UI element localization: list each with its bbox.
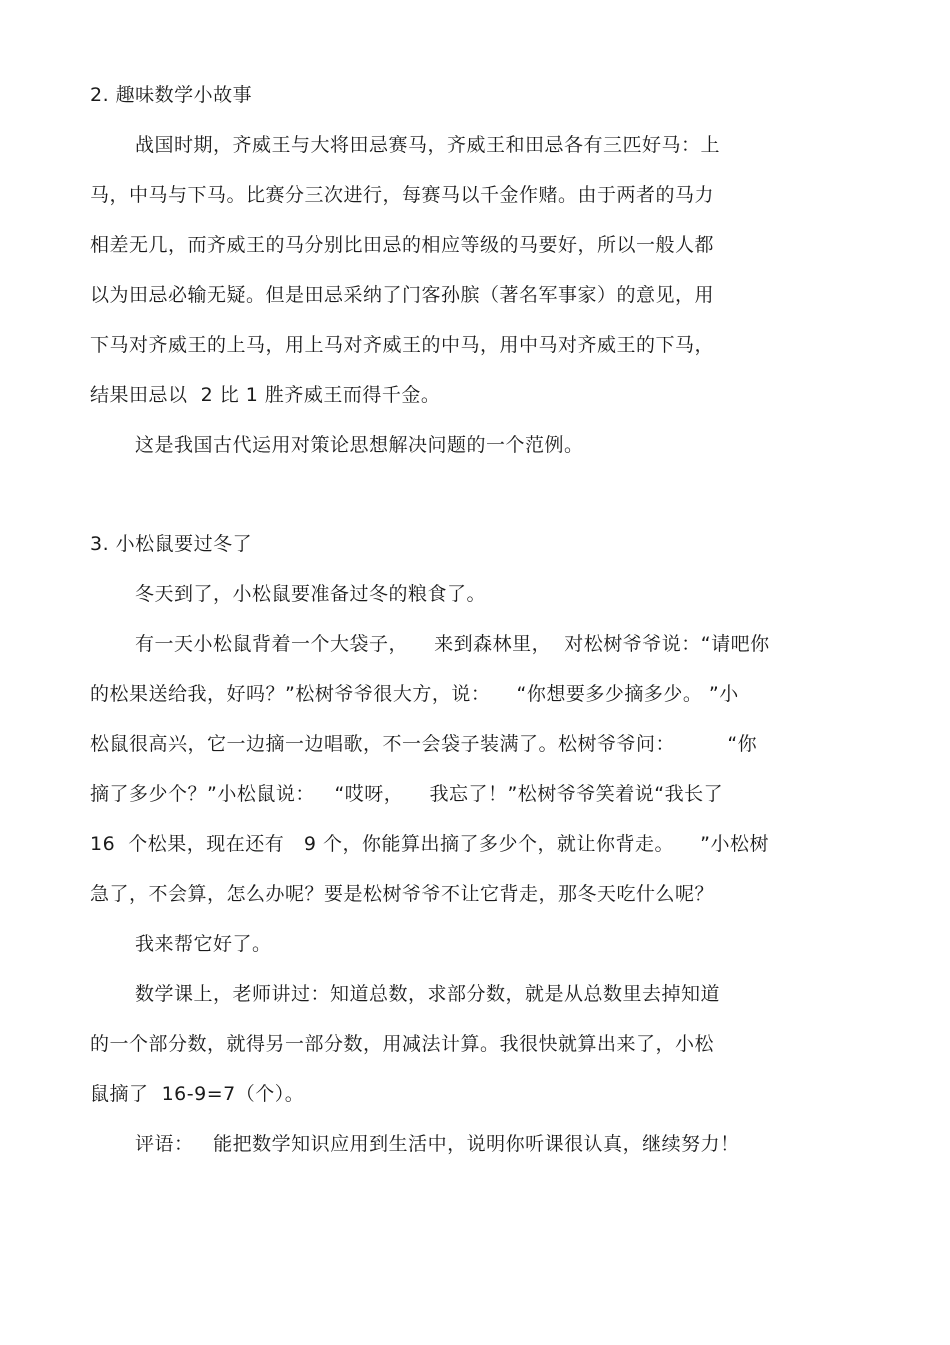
- section-3-heading: 3. 小松鼠要过冬了: [90, 533, 253, 555]
- paragraph-line: 急了，不会算，怎么办呢？要是松树爷爷不让它背走，那冬天吃什么呢？: [90, 883, 715, 905]
- teacher-comment: 评语： 能把数学知识应用到生活中，说明你听课很认真，继续努力！: [135, 1133, 740, 1155]
- paragraph-line: 结果田忌以 2 比 1 胜齐威王而得千金。: [90, 384, 441, 406]
- paragraph-line: 冬天到了，小松鼠要准备过冬的粮食了。: [135, 583, 487, 605]
- paragraph-line: 下马对齐威王的上马，用上马对齐威王的中马，用中马对齐威王的下马，: [90, 334, 715, 356]
- paragraph-line: 战国时期，齐威王与大将田忌赛马，齐威王和田忌各有三匹好马：上: [135, 134, 721, 156]
- paragraph-line: 这是我国古代运用对策论思想解决问题的一个范例。: [135, 434, 584, 456]
- paragraph-line: 鼠摘了 16-9=7（个）。: [90, 1083, 305, 1105]
- paragraph-line: 我来帮它好了。: [135, 933, 272, 955]
- paragraph-line: 摘了多少个？”小松鼠说： “哎呀， 我忘了！”松树爷爷笑着说“我长了: [90, 783, 724, 805]
- paragraph-line: 马，中马与下马。比赛分三次进行，每赛马以千金作赌。由于两者的马力: [90, 184, 715, 206]
- paragraph-line: 的一个部分数，就得另一部分数，用减法计算。我很快就算出来了，小松: [90, 1033, 715, 1055]
- paragraph-line: 松鼠很高兴，它一边摘一边唱歌，不一会袋子装满了。松树爷爷问： “你: [90, 733, 758, 755]
- section-2-heading: 2. 趣味数学小故事: [90, 84, 253, 106]
- paragraph-line: 有一天小松鼠背着一个大袋子， 来到森林里， 对松树爷爷说：“请吧你: [135, 633, 770, 655]
- paragraph-line: 相差无几，而齐威王的马分别比田忌的相应等级的马要好，所以一般人都: [90, 234, 715, 256]
- paragraph-line: 以为田忌必输无疑。但是田忌采纳了门客孙膑（著名军事家）的意见，用: [90, 284, 715, 306]
- paragraph-line: 数学课上，老师讲过：知道总数，求部分数，就是从总数里去掉知道: [135, 983, 721, 1005]
- paragraph-line: 16 个松果，现在还有 9 个，你能算出摘了多少个，就让你背走。 ”小松树: [90, 833, 770, 855]
- paragraph-line: 的松果送给我，好吗？”松树爷爷很大方，说： “你想要多少摘多少。 ”小: [90, 683, 739, 705]
